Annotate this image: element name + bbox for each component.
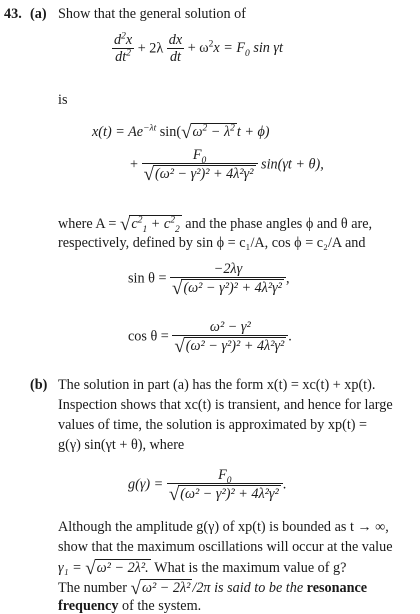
part-b-line-4: g(γ) sin(γt + θ), where bbox=[58, 437, 185, 453]
forcing-term: $F_0$ sin γt bbox=[236, 40, 283, 60]
tail-line-2: show that the maximum oscillations will occur at the value bbox=[58, 539, 393, 555]
steady-state-fraction: $\frac{F_0}{\text{√(ω² − γ²)² + 4λ²γ²}}$ bbox=[142, 148, 258, 182]
resonance-term: resonance bbox=[306, 580, 368, 596]
part-a-label: (a) bbox=[30, 6, 47, 22]
tail-line-4: The number √ω² − 2λ² /2π is said to be the resonance bbox=[58, 578, 368, 599]
first-derivative: $\frac{dx}{dt}$ bbox=[168, 32, 183, 65]
problem-number: 43. bbox=[4, 6, 22, 22]
solution-line-1: $x(t) = Ae^{-\lambda t}$ $\sin(√\omega^2 - \lambda^2$ t + ϕ) bbox=[92, 122, 270, 143]
tail-line-3: γ₁ = √ω² − 2λ². What is the maximum value of g? bbox=[58, 558, 347, 579]
where-line-1: where $A = √c^2_1 + c^2_2$ and the phase angles ϕ and θ are, bbox=[58, 214, 373, 235]
omega-term: + $\omega^2x$ = bbox=[187, 39, 233, 57]
part-b-line-2: Inspection shows that xc(t) is transient, and hence for large bbox=[58, 397, 393, 413]
is-word: is bbox=[58, 92, 68, 108]
sqrt-radicand: $\omega^2 - \lambda^2$ bbox=[192, 123, 235, 140]
second-derivative: $\frac{d^2x}{dt^2}$ bbox=[114, 31, 133, 65]
part-b-label: (b) bbox=[30, 377, 48, 393]
damping-term: + 2λ bbox=[137, 40, 164, 57]
where-line-2: respectively, defined by sin ϕ = c₁/A, cos ϕ = c₂/A and bbox=[58, 235, 366, 251]
part-a-intro: Show that the general solution of bbox=[58, 6, 246, 22]
part-b-line-3: values of time, the solution is approximated by xp(t) = bbox=[58, 417, 368, 433]
part-b-line-1: The solution in part (a) has the form x(t) = xc(t) + xp(t). bbox=[58, 377, 376, 393]
tail-line-1: Although the amplitude g(γ) of xp(t) is bounded as t → ∞, bbox=[58, 519, 389, 535]
amplitude-equation: g(γ) = $\frac{F_0}{\text{√(ω² − γ²)² + 4λ²γ²}}$ . bbox=[128, 467, 287, 505]
sin-theta-equation: sin θ = $\frac{-2\lambda\gamma}{\text{√(ω² − γ²)² + 4λ²γ²}}$ , bbox=[128, 261, 290, 299]
cos-theta-equation: cos θ = $\frac{\text{ω² − γ²}}{\text{√(ω² − γ²)² + 4λ²γ²}}$ . bbox=[128, 319, 292, 357]
tail-line-5: frequency of the system. bbox=[58, 598, 202, 614]
differential-equation bbox=[112, 33, 283, 65]
solution-line-2: + $\frac{F_0}{\text{√(ω² − γ²)² + 4λ²γ²}}$ sin(γt + θ), bbox=[130, 147, 324, 185]
